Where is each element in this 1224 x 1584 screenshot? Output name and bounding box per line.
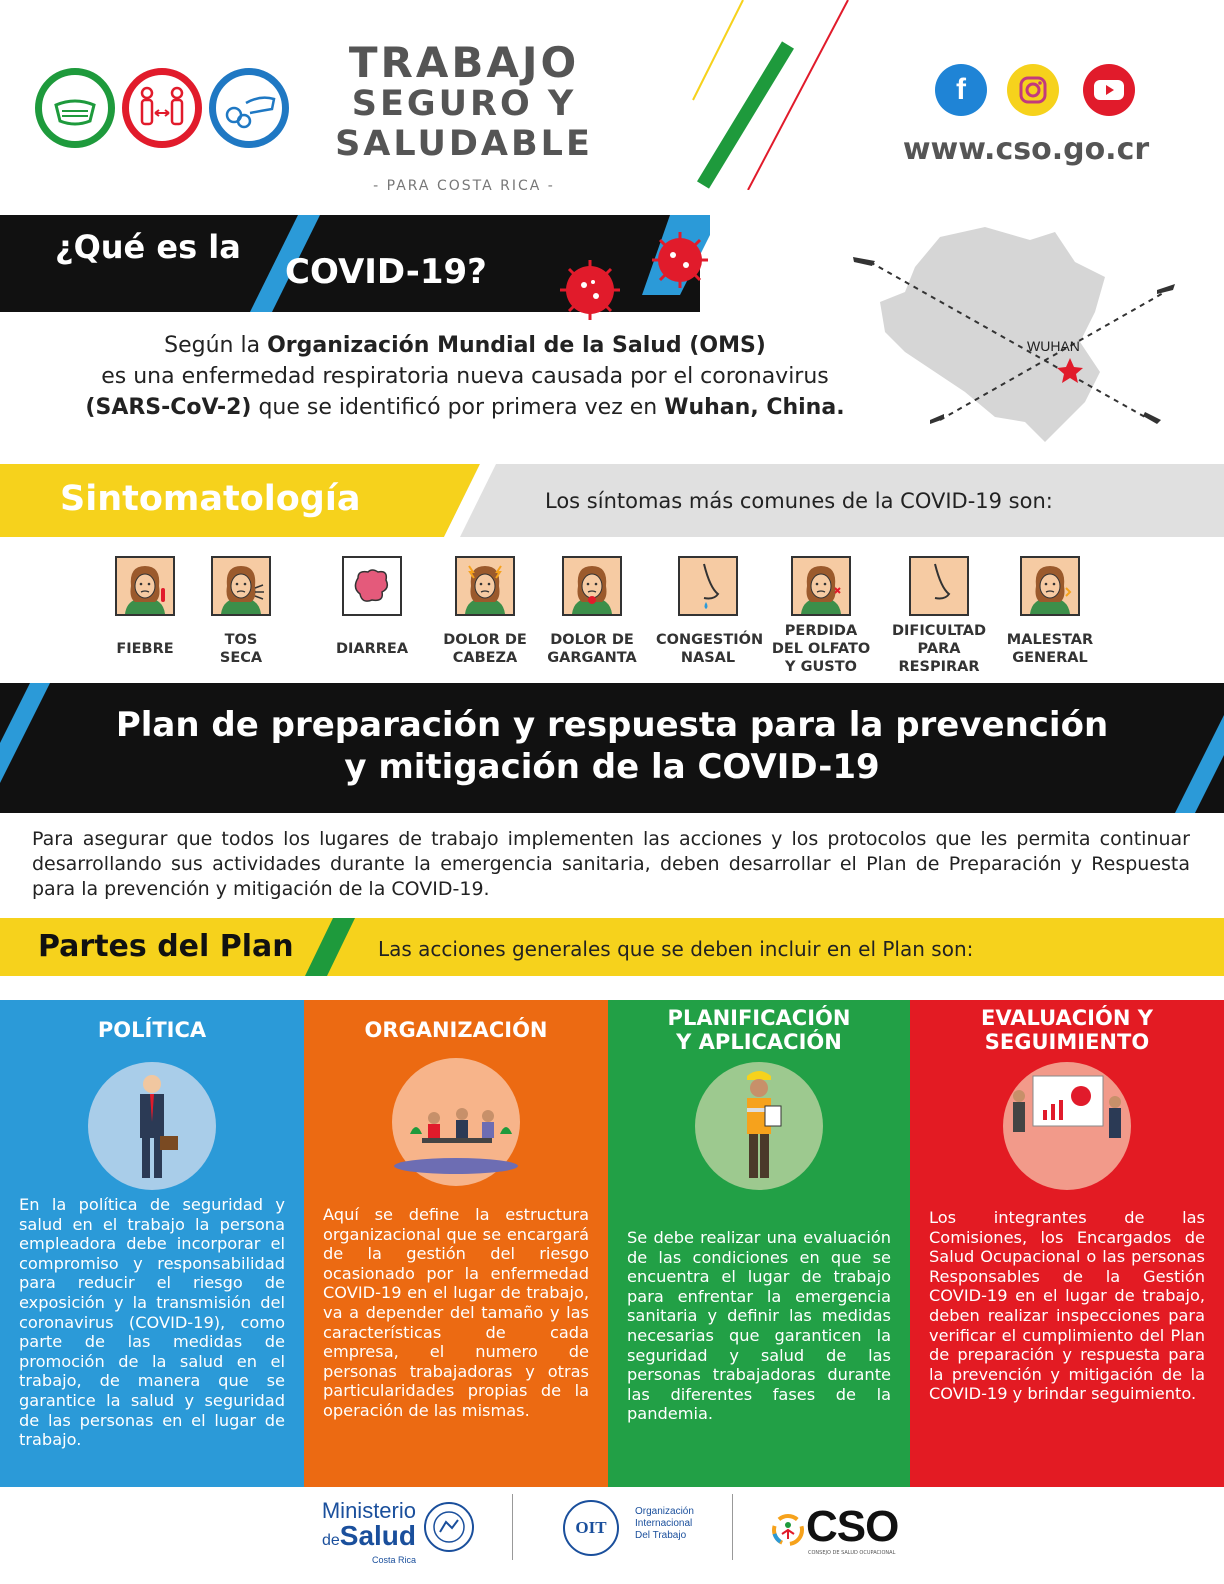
parts-green-stripe — [305, 918, 365, 976]
title-line-1: TRABAJO — [348, 38, 580, 87]
symptom-label — [433, 631, 537, 667]
symptom-label-line: FIEBRE — [116, 641, 174, 657]
column-politica — [0, 1000, 304, 1487]
covid-title-1: ¿Qué es la — [55, 228, 241, 266]
analytics-presentation-icon — [1003, 1062, 1131, 1190]
ministerio-logo — [318, 1500, 416, 1565]
ministerio-line-1: Ministerio — [321, 1498, 416, 1523]
loss-of-smell-icon — [791, 556, 851, 616]
oit-line-2: Internacional — [635, 1518, 693, 1529]
website-link[interactable]: www.cso.go.cr — [902, 132, 1150, 167]
cso-logo-text: CSO — [806, 1502, 899, 1551]
symptom-item — [656, 556, 764, 667]
column-title-line: ORGANIZACIÓN — [364, 1018, 548, 1042]
footer-divider-1 — [512, 1494, 513, 1560]
symptom-label-line: CABEZA — [452, 650, 518, 666]
column-title-line: POLÍTICA — [97, 1018, 207, 1042]
virus-icon — [560, 230, 720, 330]
column-text: Los integrantes de las Comisiones, los Encargados de Salud Ocupacional o las personas Responsables de la Gestión COVID-19 en el lugar de trabajo, deben realizar inspecciones para verificar el cumplimiento del Plan de preparación y respuesta para la prevención y mitigación de la COVID-19 y brindar seguimiento. — [929, 1208, 1205, 1404]
symptom-item — [540, 556, 644, 667]
symptom-label — [887, 622, 991, 676]
oms-bold: Organización Mundial de la Salud (OMS) — [267, 333, 766, 358]
sore-throat-icon — [562, 556, 622, 616]
oit-line-3: Del Trabajo — [635, 1530, 687, 1541]
nasal-congestion-icon — [678, 556, 738, 616]
symptom-label-line: CONGESTIÓN — [656, 632, 764, 648]
column-title — [910, 1006, 1224, 1054]
oit-seal-icon: OIT — [563, 1500, 619, 1556]
column-text: Aquí se define la estructura organizacional que se encargará de la gestión del riesgo ocasionado por la enfermedad COVID-19 en el lugar de trabajo, va a depender del tamaño y las características de cada empresa, el numero de personas trabajadoras y otras particularidades propias de la operación de las mismas. — [323, 1205, 589, 1420]
plan-paragraph: Para asegurar que todos los lugares de trabajo implementen las acciones y los protocolos que les permita continuar desarrollando sus actividades durante la emergencia sanitaria, deben desarrollar el Plan de Preparación y Respuesta para la prevención y mitigación de la COVID-19. — [32, 828, 1190, 900]
sars-bold: (SARS-CoV-2) — [85, 395, 252, 420]
cso-logo-icon — [770, 1512, 806, 1548]
symptom-label-line: DIARREA — [335, 641, 409, 657]
column-text: En la política de seguridad y salud en el trabajo la persona empleadora debe incorporar el compromiso y responsabilidad para reducir el riesgo de exposición y la transmisión del coronavirus (COVID-19), como parte de las medidas de promoción de la salud en el trabajo, de manera que se garantice la salud y seguridad de las personas en el lugar de trabajo. — [19, 1195, 285, 1450]
plan-title — [0, 704, 1224, 788]
column-title-line: EVALUACIÓN Y — [981, 1006, 1153, 1030]
symptom-label-line: NASAL — [680, 650, 736, 666]
symptoms-intro: Los síntomas más comunes de la COVID-19 son: — [545, 489, 1053, 513]
plan-title-line-2: y mitigación de la COVID-19 — [344, 747, 880, 787]
symptom-label — [320, 640, 424, 658]
column-title-line: PLANIFICACIÓN — [667, 1006, 851, 1030]
symptom-label-line: DOLOR DE — [443, 632, 527, 648]
footer-divider-2 — [732, 1494, 733, 1560]
symptom-label-line: MALESTAR — [1006, 632, 1094, 648]
column-planificacion — [608, 1000, 910, 1487]
column-title — [304, 1018, 608, 1042]
dry-cough-icon — [211, 556, 271, 616]
column-title-line: SEGUIMIENTO — [984, 1030, 1150, 1054]
wuhan-bold: Wuhan, China. — [664, 395, 845, 420]
symptom-label — [769, 622, 873, 676]
symptom-label — [998, 631, 1102, 667]
column-evaluacion — [910, 1000, 1224, 1487]
symptom-label — [189, 631, 293, 667]
column-text: Se debe realizar una evaluación de las condiciones en que se encuentra el lugar de trabajo para enfrentar la emergencia sanitaria y definir las medidas necesarias que garanticen la seguridad y salud de las personas trabajadoras durante las diferentes fases de la pandemia. — [627, 1228, 891, 1424]
title-line-2: SEGURO Y — [351, 84, 577, 124]
symptom-label-line: GENERAL — [1012, 650, 1088, 666]
symptoms-title: Sintomatología — [60, 479, 361, 519]
desc-mid: que se identificó por primera vez en — [251, 395, 665, 420]
parts-intro: Las acciones generales que se deben incluir en el Plan son: — [378, 937, 974, 961]
symptom-label-line: SECA — [219, 650, 263, 666]
symptom-label-line: PARA — [917, 641, 961, 657]
parts-title: Partes del Plan — [38, 929, 294, 964]
team-meeting-icon — [392, 1058, 520, 1186]
symptom-item — [93, 556, 197, 658]
symptom-item — [433, 556, 537, 667]
symptom-label — [656, 631, 764, 667]
mask-icon — [35, 68, 115, 148]
hand-wash-icon — [209, 68, 289, 148]
symptom-label — [93, 640, 197, 658]
china-map — [845, 222, 1185, 447]
symptom-item — [998, 556, 1102, 667]
covid-description — [0, 330, 930, 423]
symptom-item — [320, 556, 424, 658]
worker-checklist-icon — [695, 1062, 823, 1190]
decor-stripes — [688, 0, 858, 190]
distance-icon — [122, 68, 202, 148]
column-title — [608, 1006, 910, 1054]
symptom-label-line: DEL OLFATO — [771, 641, 871, 657]
symptom-item — [769, 556, 873, 676]
symptom-item — [887, 556, 991, 676]
column-organizacion — [304, 1000, 608, 1487]
plan-title-line-1: Plan de preparación y respuesta para la prevención — [115, 705, 1109, 745]
fever-icon — [115, 556, 175, 616]
instagram-icon[interactable] — [1007, 64, 1059, 116]
covid-title-2: COVID-19? — [285, 252, 487, 292]
symptom-label-line: TOS — [224, 632, 258, 648]
malaise-icon — [1020, 556, 1080, 616]
symptom-label-line: Y GUSTO — [785, 659, 857, 675]
desc-text: Según la — [164, 333, 268, 358]
businessman-icon — [88, 1062, 216, 1190]
symptom-label — [540, 631, 644, 667]
symptom-label-line: DIFICULTAD — [891, 623, 986, 639]
ministerio-de: de — [321, 1532, 340, 1549]
column-title — [0, 1018, 304, 1042]
facebook-icon[interactable]: f — [935, 64, 987, 116]
symptom-label-line: DOLOR DE — [550, 632, 634, 648]
desc-line-2: es una enfermedad respiratoria nueva causada por el coronavirus — [101, 364, 829, 389]
ministerio-seal-icon — [424, 1502, 474, 1552]
cso-subtext: CONSEJO DE SALUD OCUPACIONAL — [808, 1550, 896, 1556]
oit-line-1: Organización — [635, 1506, 694, 1517]
symptom-label-line: PERDIDA — [784, 623, 858, 639]
column-title-line: Y APLICACIÓN — [676, 1030, 842, 1054]
ministerio-country: Costa Rica — [371, 1555, 416, 1565]
diarrhea-icon — [342, 556, 402, 616]
symptom-label-line: RESPIRAR — [898, 659, 980, 675]
youtube-icon[interactable] — [1083, 64, 1135, 116]
breathing-difficulty-icon — [909, 556, 969, 616]
map-label: WUHAN — [1027, 338, 1080, 354]
symptom-item — [189, 556, 293, 667]
symptom-label-line: GARGANTA — [547, 650, 637, 666]
subtitle: - PARA COSTA RICA - — [373, 178, 555, 194]
ministerio-salud: Salud — [339, 1520, 416, 1551]
oit-text — [635, 1506, 694, 1542]
title-line-3: SALUDABLE — [335, 124, 593, 164]
headache-icon — [455, 556, 515, 616]
